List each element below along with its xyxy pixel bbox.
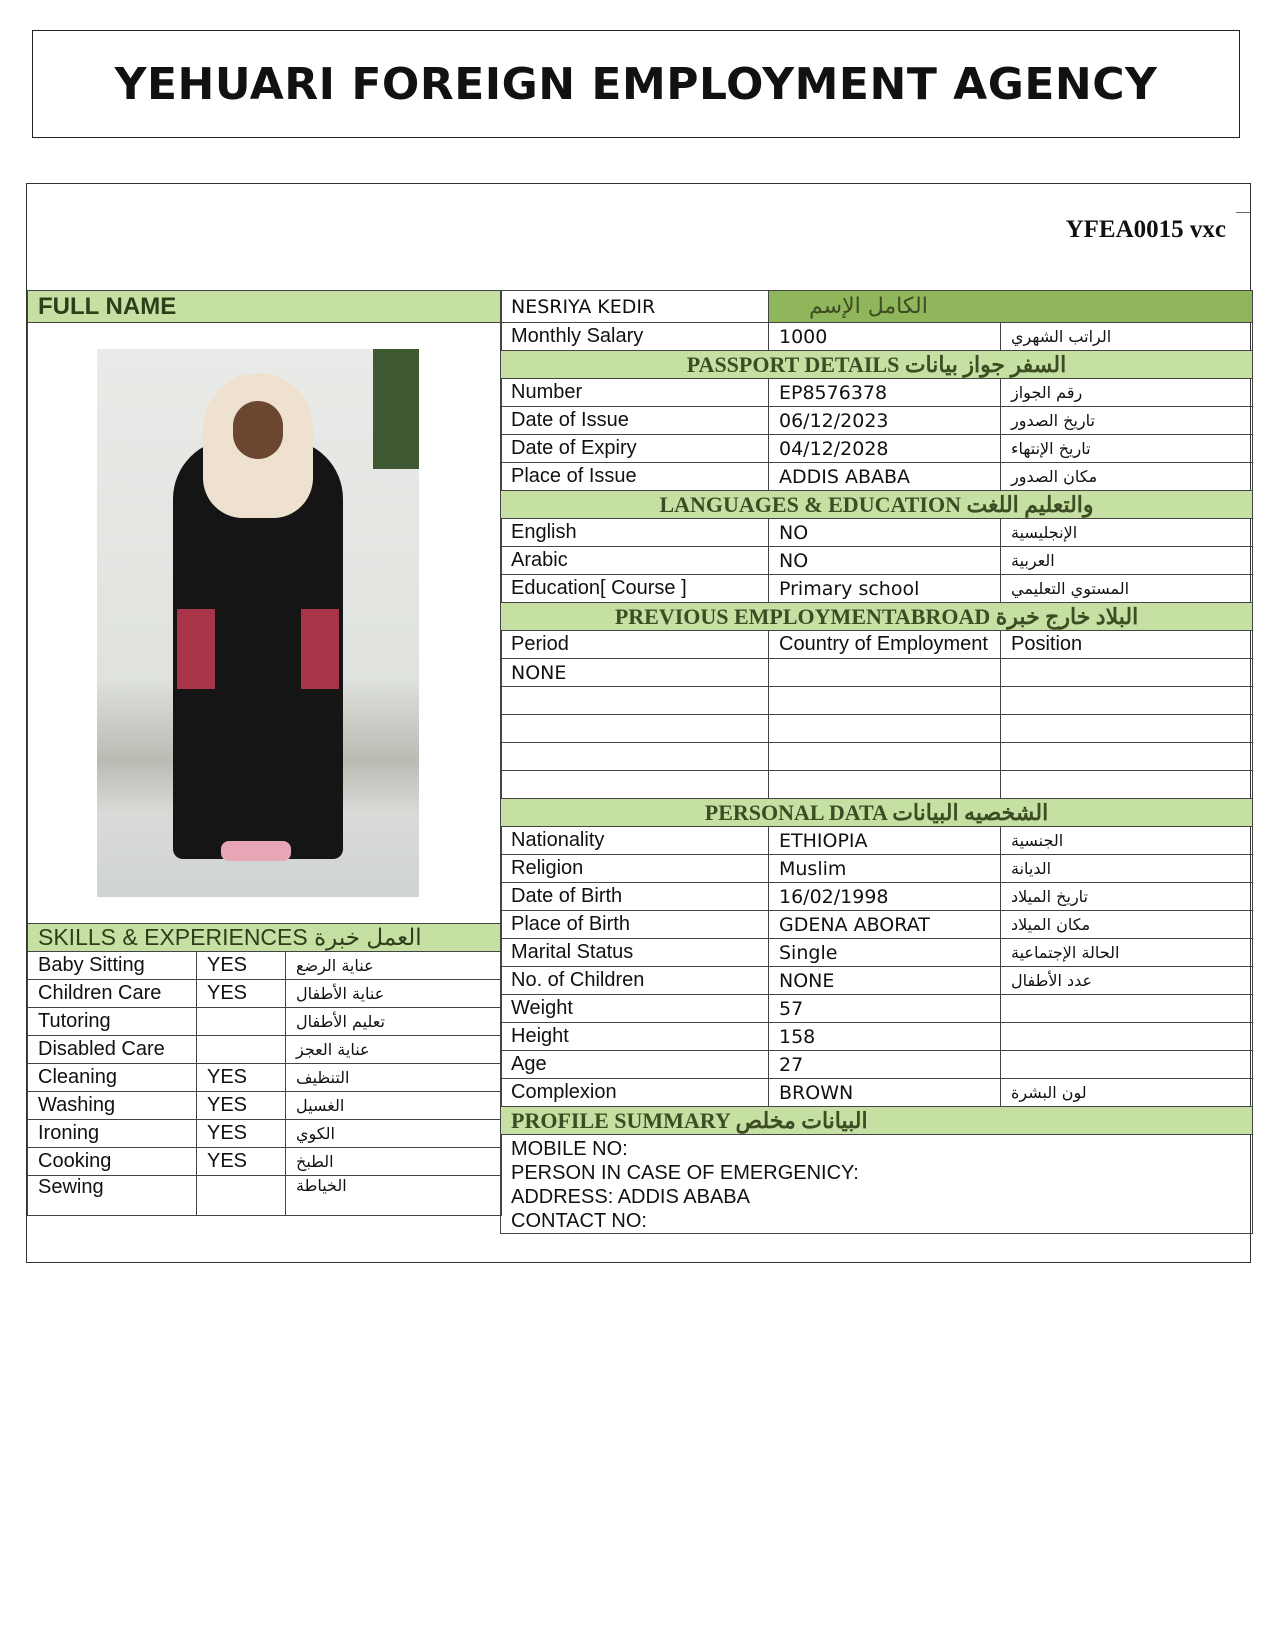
divider <box>1236 212 1250 213</box>
skill-arabic: الطبخ <box>286 1148 502 1176</box>
skill-row <box>28 1064 502 1092</box>
empty-cell <box>501 743 769 771</box>
country-header: Country of Employment <box>769 631 1001 659</box>
photo-shoes <box>221 841 291 861</box>
personal-row <box>501 939 1253 967</box>
field-arabic: تاريخ الصدور <box>1001 407 1253 435</box>
personal-row <box>501 1023 1253 1051</box>
position-value <box>1001 659 1253 687</box>
field-arabic: العربية <box>1001 547 1253 575</box>
field-label: Complexion <box>501 1079 769 1107</box>
address-line: ADDRESS: ADDIS ABABA <box>511 1186 750 1208</box>
field-value: NO <box>769 547 1001 575</box>
previous-row <box>501 715 1253 743</box>
empty-cell <box>1001 743 1253 771</box>
skill-label: Disabled Care <box>28 1036 197 1064</box>
field-value: 04/12/2028 <box>769 435 1001 463</box>
period-value: NONE <box>501 659 769 687</box>
skill-row <box>28 952 502 980</box>
emergency-line: PERSON IN CASE OF EMERGENICY: <box>511 1162 859 1184</box>
language-row <box>501 519 1253 547</box>
field-arabic <box>1001 1051 1253 1079</box>
field-arabic: لون البشرة <box>1001 1079 1253 1107</box>
skill-row <box>28 1036 502 1064</box>
photo-cell <box>28 323 502 924</box>
field-value: NONE <box>769 967 1001 995</box>
empty-cell <box>501 687 769 715</box>
skill-label: Sewing <box>28 1176 197 1216</box>
skill-value <box>197 1008 286 1036</box>
skill-row <box>28 980 502 1008</box>
field-label: Date of Expiry <box>501 435 769 463</box>
field-value: NO <box>769 519 1001 547</box>
field-value: 06/12/2023 <box>769 407 1001 435</box>
full-name-label: FULL NAME <box>28 291 502 323</box>
passport-row <box>501 463 1253 491</box>
right-column <box>500 290 1253 1234</box>
applicant-photo <box>97 349 419 897</box>
field-label: English <box>501 519 769 547</box>
summary-cell <box>501 1135 1253 1234</box>
previous-header-row <box>501 631 1253 659</box>
empty-cell <box>501 715 769 743</box>
field-label: Religion <box>501 855 769 883</box>
field-value: Muslim <box>769 855 1001 883</box>
summary-title: PROFILE SUMMARY البيانات مخلص <box>501 1107 1253 1135</box>
skill-arabic: الخياطة <box>286 1176 502 1216</box>
field-arabic: مكان الميلاد <box>1001 911 1253 939</box>
personal-row <box>501 1051 1253 1079</box>
window-decor <box>373 349 419 469</box>
empty-cell <box>769 687 1001 715</box>
passport-title: PASSPORT DETAILS السفر جواز بيانات <box>501 351 1253 379</box>
field-value: 16/02/1998 <box>769 883 1001 911</box>
field-label: No. of Children <box>501 967 769 995</box>
personal-title: PERSONAL DATA الشخصيه البيانات <box>501 799 1253 827</box>
personal-row <box>501 967 1253 995</box>
field-arabic: تاريخ الميلاد <box>1001 883 1253 911</box>
previous-row <box>501 771 1253 799</box>
empty-cell <box>1001 687 1253 715</box>
field-value: ADDIS ABABA <box>769 463 1001 491</box>
empty-cell <box>769 743 1001 771</box>
photo-cuff-left <box>177 609 215 689</box>
field-label: Number <box>501 379 769 407</box>
mobile-line: MOBILE NO: <box>511 1138 628 1160</box>
contact-line: CONTACT NO: <box>511 1210 647 1232</box>
field-arabic <box>1001 1023 1253 1051</box>
full-name-row <box>501 291 1253 323</box>
field-arabic: الإنجليسية <box>1001 519 1253 547</box>
field-label: Place of Issue <box>501 463 769 491</box>
salary-value: 1000 <box>769 323 1001 351</box>
skill-label: Washing <box>28 1092 197 1120</box>
period-header: Period <box>501 631 769 659</box>
skill-arabic: عناية الرضع <box>286 952 502 980</box>
field-value: 27 <box>769 1051 1001 1079</box>
field-value: ETHIOPIA <box>769 827 1001 855</box>
personal-row <box>501 1079 1253 1107</box>
field-label: Age <box>501 1051 769 1079</box>
skill-label: Cooking <box>28 1148 197 1176</box>
field-arabic: تاريخ الإنتهاء <box>1001 435 1253 463</box>
full-name-value: NESRIYA KEDIR <box>501 291 769 323</box>
skill-arabic: عناية الأطفال <box>286 980 502 1008</box>
skill-row <box>28 1176 502 1216</box>
field-label: Place of Birth <box>501 911 769 939</box>
empty-cell <box>1001 715 1253 743</box>
skill-value: YES <box>197 1092 286 1120</box>
salary-label: Monthly Salary <box>501 323 769 351</box>
field-arabic: الحالة الإجتماعية <box>1001 939 1253 967</box>
skill-row <box>28 1008 502 1036</box>
field-arabic: رقم الجواز <box>1001 379 1253 407</box>
field-label: Education[ Course ] <box>501 575 769 603</box>
field-label: Weight <box>501 995 769 1023</box>
language-row <box>501 575 1253 603</box>
skill-label: Cleaning <box>28 1064 197 1092</box>
previous-row <box>501 687 1253 715</box>
field-label: Marital Status <box>501 939 769 967</box>
personal-row <box>501 911 1253 939</box>
skill-arabic: التنظيف <box>286 1064 502 1092</box>
personal-row <box>501 995 1253 1023</box>
skill-label: Tutoring <box>28 1008 197 1036</box>
passport-row <box>501 379 1253 407</box>
field-value: BROWN <box>769 1079 1001 1107</box>
skill-value: YES <box>197 1064 286 1092</box>
left-column <box>27 290 502 1216</box>
skill-arabic: عناية العجز <box>286 1036 502 1064</box>
field-label: Nationality <box>501 827 769 855</box>
skill-arabic: تعليم الأطفال <box>286 1008 502 1036</box>
field-value: Single <box>769 939 1001 967</box>
full-name-arabic: الكامل الإسم <box>769 291 1253 323</box>
passport-row <box>501 407 1253 435</box>
field-arabic: الديانة <box>1001 855 1253 883</box>
application-form <box>26 183 1251 1263</box>
field-arabic: الجنسية <box>1001 827 1253 855</box>
skill-value: YES <box>197 1120 286 1148</box>
position-header: Position <box>1001 631 1253 659</box>
empty-cell <box>501 771 769 799</box>
field-label: Arabic <box>501 547 769 575</box>
agency-header <box>32 30 1240 138</box>
field-arabic <box>1001 995 1253 1023</box>
photo-face <box>233 401 283 459</box>
field-value: EP8576378 <box>769 379 1001 407</box>
skill-row <box>28 1148 502 1176</box>
skill-value: YES <box>197 1148 286 1176</box>
field-label: Height <box>501 1023 769 1051</box>
empty-cell <box>769 771 1001 799</box>
salary-row <box>501 323 1253 351</box>
skill-row <box>28 1120 502 1148</box>
field-label: Date of Issue <box>501 407 769 435</box>
empty-cell <box>769 715 1001 743</box>
salary-arabic: الراتب الشهري <box>1001 323 1253 351</box>
skill-value: YES <box>197 980 286 1008</box>
skill-label: Children Care <box>28 980 197 1008</box>
agency-title: YEHUARI FOREIGN EMPLOYMENT AGENCY <box>114 58 1158 110</box>
field-arabic: المستوي التعليمي <box>1001 575 1253 603</box>
field-arabic: مكان الصدور <box>1001 463 1253 491</box>
personal-row <box>501 827 1253 855</box>
personal-row <box>501 855 1253 883</box>
field-label: Date of Birth <box>501 883 769 911</box>
skill-label: Baby Sitting <box>28 952 197 980</box>
skill-row <box>28 1092 502 1120</box>
skill-value: YES <box>197 952 286 980</box>
skills-title: SKILLS & EXPERIENCES العمل خبرة <box>28 924 502 952</box>
skill-value <box>197 1036 286 1064</box>
skill-arabic: الغسيل <box>286 1092 502 1120</box>
field-value: 158 <box>769 1023 1001 1051</box>
previous-row <box>501 659 1253 687</box>
skill-value <box>197 1176 286 1216</box>
field-arabic: عدد الأطفال <box>1001 967 1253 995</box>
photo-cuff-right <box>301 609 339 689</box>
previous-row <box>501 743 1253 771</box>
language-row <box>501 547 1253 575</box>
reference-code: YFEA0015 vxc <box>1065 216 1226 243</box>
personal-row <box>501 883 1253 911</box>
languages-title: LANGUAGES & EDUCATION والتعليم اللغت <box>501 491 1253 519</box>
previous-title: PREVIOUS EMPLOYMENTABROAD البلاد خارج خبرة <box>501 603 1253 631</box>
country-value <box>769 659 1001 687</box>
passport-row <box>501 435 1253 463</box>
skill-arabic: الكوي <box>286 1120 502 1148</box>
field-value: GDENA ABORAT <box>769 911 1001 939</box>
field-value: Primary school <box>769 575 1001 603</box>
skill-label: Ironing <box>28 1120 197 1148</box>
field-value: 57 <box>769 995 1001 1023</box>
empty-cell <box>1001 771 1253 799</box>
